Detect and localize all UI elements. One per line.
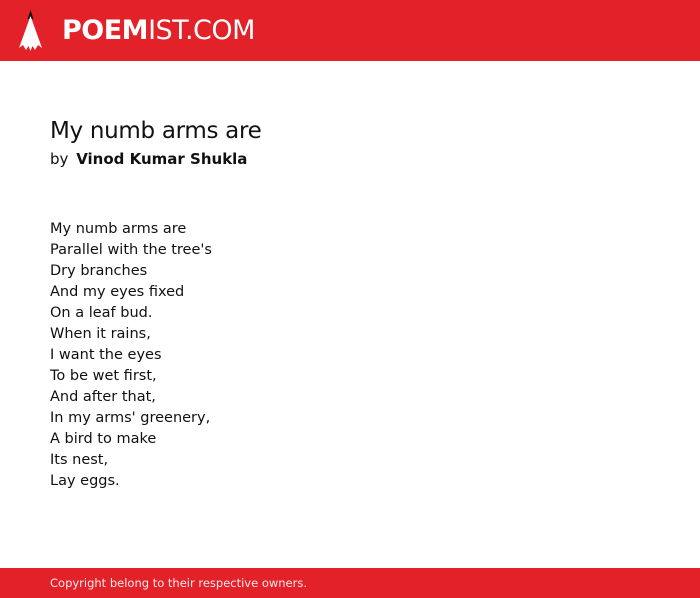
poem-line: To be wet first, [50,368,157,384]
pencil-icon [18,10,43,52]
byline [50,148,670,170]
poem-line: A bird to make [50,431,157,447]
poem-body [50,219,212,492]
brand-wordmark [62,17,255,44]
poem-line: I want the eyes [50,347,162,363]
poem-header [50,116,670,170]
poem-line: When it rains, [50,326,151,342]
author-name: Vinod Kumar Shukla [76,150,248,168]
poem-line: Parallel with the tree's [50,242,212,258]
home-logo-link[interactable] [18,10,255,52]
site-header [0,0,700,61]
poem-line: In my arms' greenery, [50,410,211,426]
brand-light: IST.COM [148,15,255,46]
poem-line: Dry branches [50,263,148,279]
poem-line: And my eyes fixed [50,284,185,300]
poem-line: Its nest, [50,452,109,468]
poem-title: My numb arms are [50,118,262,144]
poem-line: And after that, [50,389,156,405]
by-label: by [50,150,69,168]
poem-line: On a leaf bud. [50,305,153,321]
copyright-notice: Copyright belong to their respective owners. [50,576,308,590]
brand-bold: POEM [62,15,149,46]
poem-line: My numb arms are [50,221,187,237]
site-footer [0,568,700,598]
poem-line: Lay eggs. [50,473,120,489]
